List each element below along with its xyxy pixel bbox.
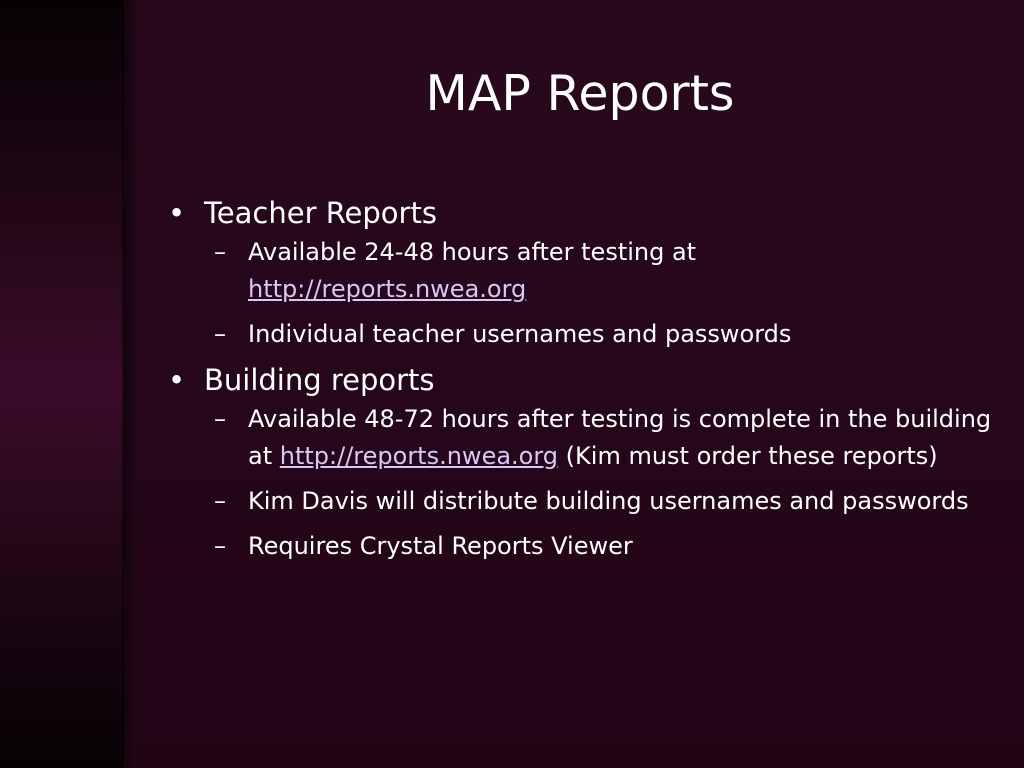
sub-bullet-text: Individual teacher usernames and passwords bbox=[248, 320, 792, 348]
sub-bullet-text: Available 24-48 hours after testing at bbox=[248, 238, 697, 266]
sub-bullet-marker: – bbox=[214, 532, 226, 560]
bullet-marker: • bbox=[168, 196, 186, 230]
sub-bullet-text-after: (Kim must order these reports) bbox=[565, 442, 938, 470]
sub-bullet-marker: – bbox=[214, 238, 226, 266]
bullet-list bbox=[166, 192, 996, 565]
sub-bullet-teacher-availability bbox=[166, 234, 996, 308]
sub-bullet-building-credentials bbox=[166, 483, 996, 520]
reports-link[interactable]: http://reports.nwea.org bbox=[279, 442, 559, 470]
slide-title: MAP Reports bbox=[425, 65, 735, 122]
sub-bullet-marker: – bbox=[214, 487, 226, 515]
sub-bullet-marker: – bbox=[214, 320, 226, 348]
sub-bullet-text: Requires Crystal Reports Viewer bbox=[248, 532, 633, 560]
bullet-marker: • bbox=[168, 363, 186, 397]
bullet-building-reports bbox=[166, 359, 996, 401]
bullet-teacher-reports bbox=[166, 192, 996, 234]
sub-bullet-text: Available 48-72 hours after testing is complete in the building at bbox=[248, 405, 992, 470]
bullet-text: Teacher Reports bbox=[204, 196, 437, 230]
sub-bullet-crystal-reports bbox=[166, 528, 996, 565]
sub-bullet-teacher-credentials bbox=[166, 316, 996, 353]
bullet-text: Building reports bbox=[204, 363, 435, 397]
reports-link[interactable]: http://reports.nwea.org bbox=[248, 275, 527, 303]
side-gradient-bar bbox=[0, 0, 124, 768]
sub-bullet-text: Kim Davis will distribute building usernames and passwords bbox=[248, 487, 969, 515]
sub-bullet-building-availability bbox=[166, 401, 996, 475]
sub-bullet-marker: – bbox=[214, 405, 226, 433]
